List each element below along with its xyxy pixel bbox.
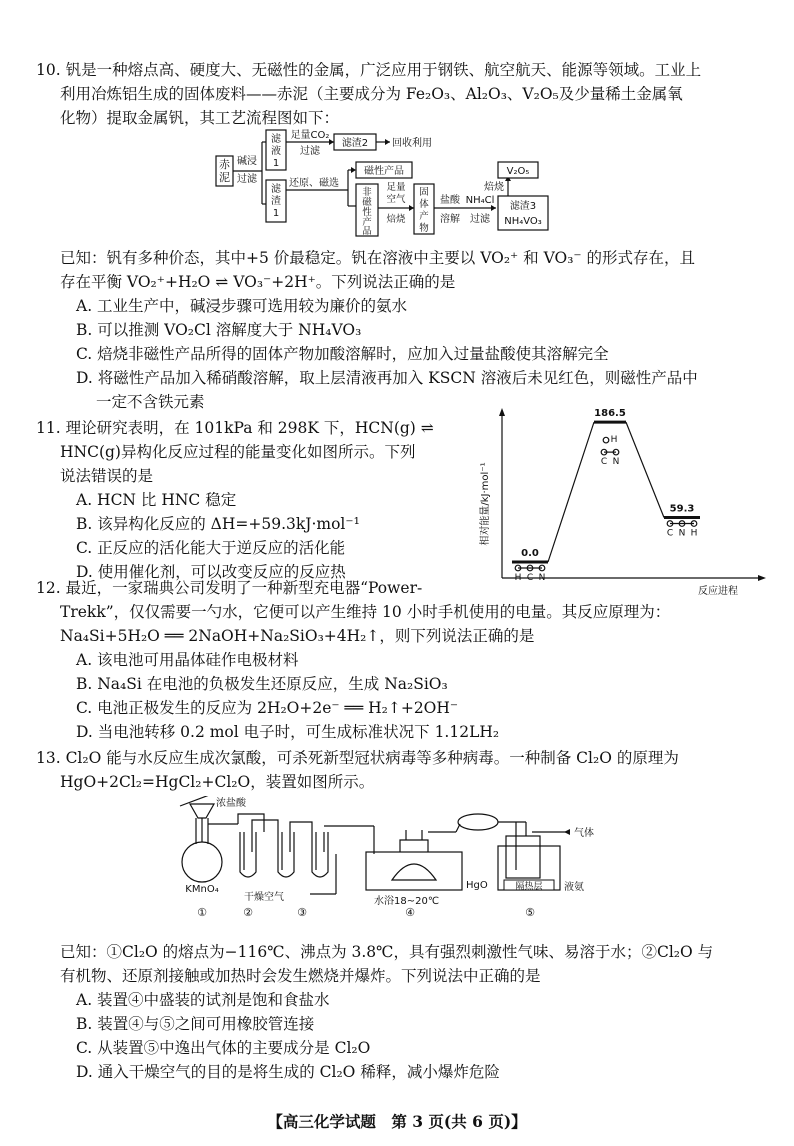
ts-atom-label: N — [612, 457, 620, 468]
apparatus-4-water-bath — [366, 814, 526, 919]
flow-e3: 回收利用 — [392, 138, 432, 149]
svg-text:产: 产 — [362, 217, 372, 228]
q10-option-d: D. 将磁性产品加入稀硝酸溶解，取上层清液再加入 KSCN 溶液后未见红色，则磁性产品中 — [76, 369, 698, 387]
flow-n1-text: 赤 — [219, 158, 230, 171]
apparatus-diagram — [160, 796, 620, 928]
label-conc-hcl: 浓盐酸 — [216, 798, 246, 809]
flow-e8: NH₄Cl — [465, 195, 495, 206]
svg-text:①: ① — [197, 906, 207, 919]
process-flow-diagram — [210, 128, 570, 240]
ts-atom-label: C — [600, 457, 608, 468]
svg-text:物: 物 — [419, 223, 429, 234]
svg-text:1: 1 — [272, 158, 280, 169]
q10-option-b: B. 可以推测 VO₂Cl 溶解度大于 NH₄VO₃ — [76, 321, 362, 339]
flow-e2: 足量CO₂ — [290, 130, 330, 141]
q10-option-d-cont: 一定不含铁元素 — [96, 393, 205, 411]
q13-option-a: A. 装置④中盛装的试剂是饱和食盐水 — [76, 991, 330, 1009]
label-insulation: 隔热层 — [515, 882, 543, 892]
q11-option-b: B. 该异构化反应的 ΔH=+59.3kJ·mol⁻¹ — [76, 515, 360, 533]
q12-option-d: D. 当电池转移 0.2 mol 电子时，可生成标准状况下 1.12LH₂ — [76, 723, 500, 741]
q10-line1: 10. 钒是一种熔点高、硬度大、无磁性的金属，广泛应用于钢铁、航空航天、能源等领域。工业上 — [36, 61, 702, 79]
svg-text:产: 产 — [419, 211, 429, 222]
flow-e8b: 过滤 — [470, 214, 490, 225]
apparatus-5-cold-trap — [498, 822, 594, 919]
q10-line2: 利用冶炼铝生成的固体废料——赤泥（主要成分为 Fe₂O₃、Al₂O₃、V₂O₅及少量稀土金属氧 — [60, 85, 683, 103]
ts-atom-top-label: H — [610, 435, 618, 446]
energy-value-label-hnc: 59.3 — [669, 503, 695, 515]
flow-e4: 还原、磁选 — [289, 178, 339, 189]
q13-option-c: C. 从装置⑤中逸出气体的主要成分是 Cl₂O — [76, 1039, 371, 1057]
svg-text:磁性产品: 磁性产品 — [364, 166, 404, 177]
q11-option-c: C. 正反应的活化能大于逆反应的活化能 — [76, 539, 346, 557]
energy-value-label-ts: 186.5 — [594, 408, 626, 420]
flow-e1: 碱浸 — [237, 156, 257, 167]
flow-e6b: 焙烧 — [386, 214, 406, 225]
svg-text:V₂O₅: V₂O₅ — [506, 166, 530, 177]
hcn-atom-label: N — [538, 573, 546, 583]
q10-known-1: 已知：钒有多种价态，其中+5 价最稳定。钒在溶液中主要以 VO₂⁺ 和 VO₃⁻ 的形式存在，且 — [60, 249, 696, 267]
energy-profile-chart — [470, 404, 770, 600]
q12-line2: Trekk”，仅仅需要一勺水，它便可以产生维持 10 小时手机使用的电量。其反应原理为： — [60, 603, 671, 621]
q12-line1: 12. 最近，一家瑞典公司发明了一种新型充电器“Power- — [36, 579, 423, 597]
svg-text:NH₄VO₃: NH₄VO₃ — [504, 216, 542, 227]
svg-text:③: ③ — [297, 906, 307, 919]
q12-option-a: A. 该电池可用晶体硅作电极材料 — [76, 651, 299, 669]
svg-text:滤渣3: 滤渣3 — [509, 201, 537, 212]
svg-text:性: 性 — [362, 207, 372, 218]
q10-line3: 化物）提取金属钒，其工艺流程图如下： — [60, 109, 340, 127]
svg-text:赤 — [219, 157, 231, 171]
y-axis-label: 相对能量/kJ·mol⁻¹ — [480, 462, 491, 546]
apparatus-2-tube — [238, 814, 278, 919]
svg-text:渣: 渣 — [271, 196, 281, 207]
apparatus-1-flask — [180, 796, 247, 919]
svg-text:滤: 滤 — [271, 134, 281, 145]
label-water-bath: 水浴18~20℃ — [374, 896, 440, 907]
hnc-atom-label: C — [666, 528, 674, 539]
svg-text:品: 品 — [362, 226, 372, 237]
apparatus-3-tube — [278, 822, 328, 919]
flow-e7b: 溶解 — [440, 214, 460, 225]
q11-line3: 说法错误的是 — [60, 467, 154, 485]
q13-line2: HgO+2Cl₂=HgCl₂+Cl₂O，装置如图所示。 — [60, 773, 375, 791]
q10-known-2: 存在平衡 VO₂⁺+H₂O ⇌ VO₃⁻+2H⁺。下列说法正确的是 — [60, 273, 456, 291]
svg-text:磁: 磁 — [362, 197, 372, 208]
q11-option-a: A. HCN 比 HNC 稳定 — [76, 491, 237, 509]
q13-option-d: D. 通入干燥空气的目的是将生成的 Cl₂O 稀释，减小爆炸危险 — [76, 1063, 500, 1081]
svg-text:液: 液 — [271, 146, 281, 157]
svg-text:②: ② — [243, 906, 253, 919]
flow-e7: 盐酸 — [440, 195, 460, 206]
q12-option-c: C. 电池正极发生的反应为 2H₂O+2e⁻ ══ H₂↑+2OH⁻ — [76, 699, 459, 717]
svg-text:泥: 泥 — [219, 171, 230, 184]
q10-option-a: A. 工业生产中，碱浸步骤可选用较为廉价的氨水 — [76, 297, 408, 315]
q13-option-b: B. 装置④与⑤之间可用橡胶管连接 — [76, 1015, 315, 1033]
q11-line2: HNC(g)异构化反应过程的能量变化如图所示。下列 — [60, 443, 416, 461]
svg-text:1: 1 — [272, 208, 280, 219]
svg-text:足量: 足量 — [386, 182, 406, 193]
hnc-atom-label: H — [690, 528, 698, 539]
page-footer: 【高三化学试题 第 3 页(共 6 页)】 — [267, 1112, 527, 1131]
svg-text:滤: 滤 — [271, 184, 281, 195]
hcn-atom-label: C — [526, 573, 534, 583]
svg-text:固: 固 — [419, 187, 429, 198]
hcn-atom-label: H — [514, 573, 522, 583]
svg-text:⑤: ⑤ — [525, 906, 535, 919]
ts-atom-top-dot — [603, 437, 609, 443]
energy-path-segment — [626, 422, 664, 517]
q11-option-d: D. 使用催化剂，可以改变反应的反应热 — [76, 563, 346, 581]
svg-text:滤渣2: 滤渣2 — [341, 138, 369, 149]
q12-line3: Na₄Si+5H₂O ══ 2NaOH+Na₂SiO₃+4H₂↑，则下列说法正确的是 — [60, 627, 535, 645]
flow-e9: 焙烧 — [484, 182, 504, 193]
flow-e1b: 过滤 — [237, 174, 257, 185]
svg-text:空气: 空气 — [386, 194, 406, 205]
svg-text:体: 体 — [419, 199, 429, 210]
svg-text:非: 非 — [362, 187, 372, 198]
label-dry-air: 干燥空气 — [244, 892, 284, 903]
q13-known-2: 有机物、还原剂接触或加热时会发生燃烧并爆炸。下列说法中正确的是 — [60, 967, 541, 985]
q11-line1: 11. 理论研究表明，在 101kPa 和 298K 下，HCN(g) ⇌ — [36, 419, 434, 437]
q13-known-1: 已知：①Cl₂O 的熔点为−116℃、沸点为 3.8℃，具有强烈刺激性气味、易溶于水；②Cl₂O 与 — [60, 943, 714, 961]
label-gas: 气体 — [574, 828, 594, 839]
q12-option-b: B. Na₄Si 在电池的负极发生还原反应，生成 Na₂SiO₃ — [76, 675, 448, 693]
flow-e2b: 过滤 — [300, 146, 320, 157]
q13-line1: 13. Cl₂O 能与水反应生成次氯酸，可杀死新型冠状病毒等多种病毒。一种制备 Cl₂O 的原理为 — [36, 749, 679, 767]
label-hgo: HgO — [466, 880, 488, 891]
hnc-atom-label: N — [678, 528, 686, 539]
energy-value-label-hcn: 0.0 — [521, 548, 539, 559]
q10-option-c: C. 焙烧非磁性产品所得的固体产物加酸溶解时，应加入过量盐酸使其溶解完全 — [76, 345, 609, 363]
label-kmno4: KMnO₄ — [185, 884, 219, 895]
svg-text:④: ④ — [405, 906, 415, 919]
label-liquid-ammonia: 液氨 — [564, 882, 584, 893]
x-axis-label: 反应进程 — [698, 586, 738, 597]
energy-path-segment — [548, 422, 594, 562]
